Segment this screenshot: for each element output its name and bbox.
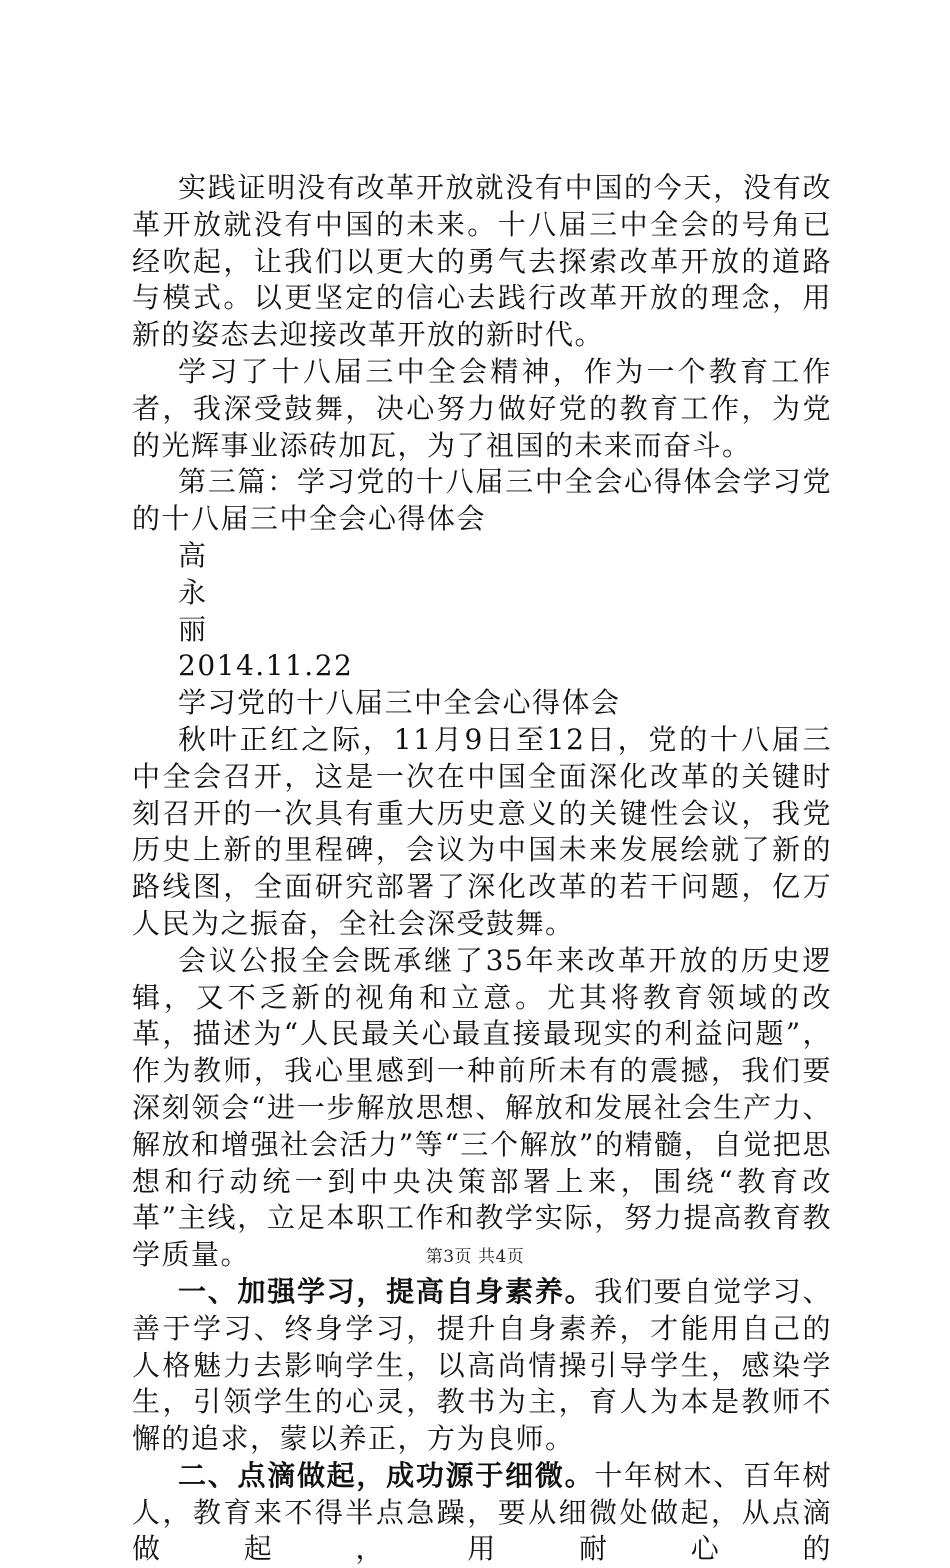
paragraph-text: 高 xyxy=(178,538,208,572)
paragraph-text: 永 xyxy=(178,575,208,609)
paragraph-plenum-intro xyxy=(132,722,832,943)
paragraph-text: 秋叶正红之际，11月9日至12日，党的十八届三中全会召开，这是一次在中国全面深化改革的关键时刻召开的一次具有重大历史意义的关键性会议，我党历史上新的里程碑，会议为中国未来发展绘就了新的路线图，全面研究部署了深化改革的若干问题，亿万人民为之振奋，全社会深受鼓舞。 xyxy=(132,722,832,940)
document-date xyxy=(132,648,832,685)
paragraph-text: 2014.11.22 xyxy=(178,649,354,683)
paragraph-text: 会议公报全会既承继了35年来改革开放的历史逻辑，又不乏新的视角和立意。尤其将教育领域的改革，描述为“人民最关心最直接最现实的利益问题”，作为教师，我心里感到一种前所未有的震撼，我们要深刻领会“进一步解放思想、解放和发展社会生产力、解放和增强社会活力”等“三个解放”的精髓，自觉把思想和行动统一到中央决策部署上来，围绕“教育改革”主线，立足本职工作和教学实际，努力提高教育教学质量。 xyxy=(132,943,832,1272)
paragraph-lead: 一、加强学习，提高自身素养。 xyxy=(178,1274,595,1308)
paragraph-educator-resolve xyxy=(132,354,832,464)
paragraph-reform-practice xyxy=(132,170,832,354)
paragraph-text: 第三篇：学习党的十八届三中全会心得体会学习党的十八届三中全会心得体会 xyxy=(132,465,832,536)
paragraph-text: 十年树木、百年树人，教育来不得半点急躁，要从细微处做起，从点滴做起，用耐心的 xyxy=(132,1458,832,1566)
paragraph-point-one xyxy=(132,1274,832,1458)
paragraph-text: 学习了十八届三中全会精神，作为一个教育工作者，我深受鼓舞，决心努力做好党的教育工作，为党的光辉事业添砖加瓦，为了祖国的未来而奋斗。 xyxy=(132,354,832,462)
paragraph-lead: 二、点滴做起，成功源于细微。 xyxy=(178,1458,595,1492)
article-title xyxy=(132,685,832,722)
paragraph-text: 实践证明没有改革开放就没有中国的今天，没有改革开放就没有中国的未来。十八届三中全会的号角已经吹起，让我们以更大的勇气去探索改革开放的道路与模式。以更坚定的信心去践行改革开放的理念，用新的姿态去迎接改革开放的新时代。 xyxy=(132,171,832,352)
paragraph-text: 我们要自觉学习、善于学习、终身学习，提升自身素养，才能用自己的人格魅力去影响学生，以高尚情操引导学生，感染学生，引领学生的心灵，教书为主，育人为本是教师不懈的追求，蒙以养正，方为良师。 xyxy=(132,1274,832,1456)
paragraph-point-two xyxy=(132,1458,832,1568)
paragraph-text: 丽 xyxy=(178,612,208,646)
author-name-char-2 xyxy=(132,575,832,612)
page-number-footer: 第3页 共4页 xyxy=(425,1247,525,1267)
section-heading-part-three xyxy=(132,464,832,538)
author-name-char-3 xyxy=(132,612,832,649)
paragraph-text: 学习党的十八届三中全会心得体会 xyxy=(178,686,621,720)
author-name-char-1 xyxy=(132,538,832,575)
document-body xyxy=(132,170,832,1568)
paragraph-communique xyxy=(132,943,832,1274)
